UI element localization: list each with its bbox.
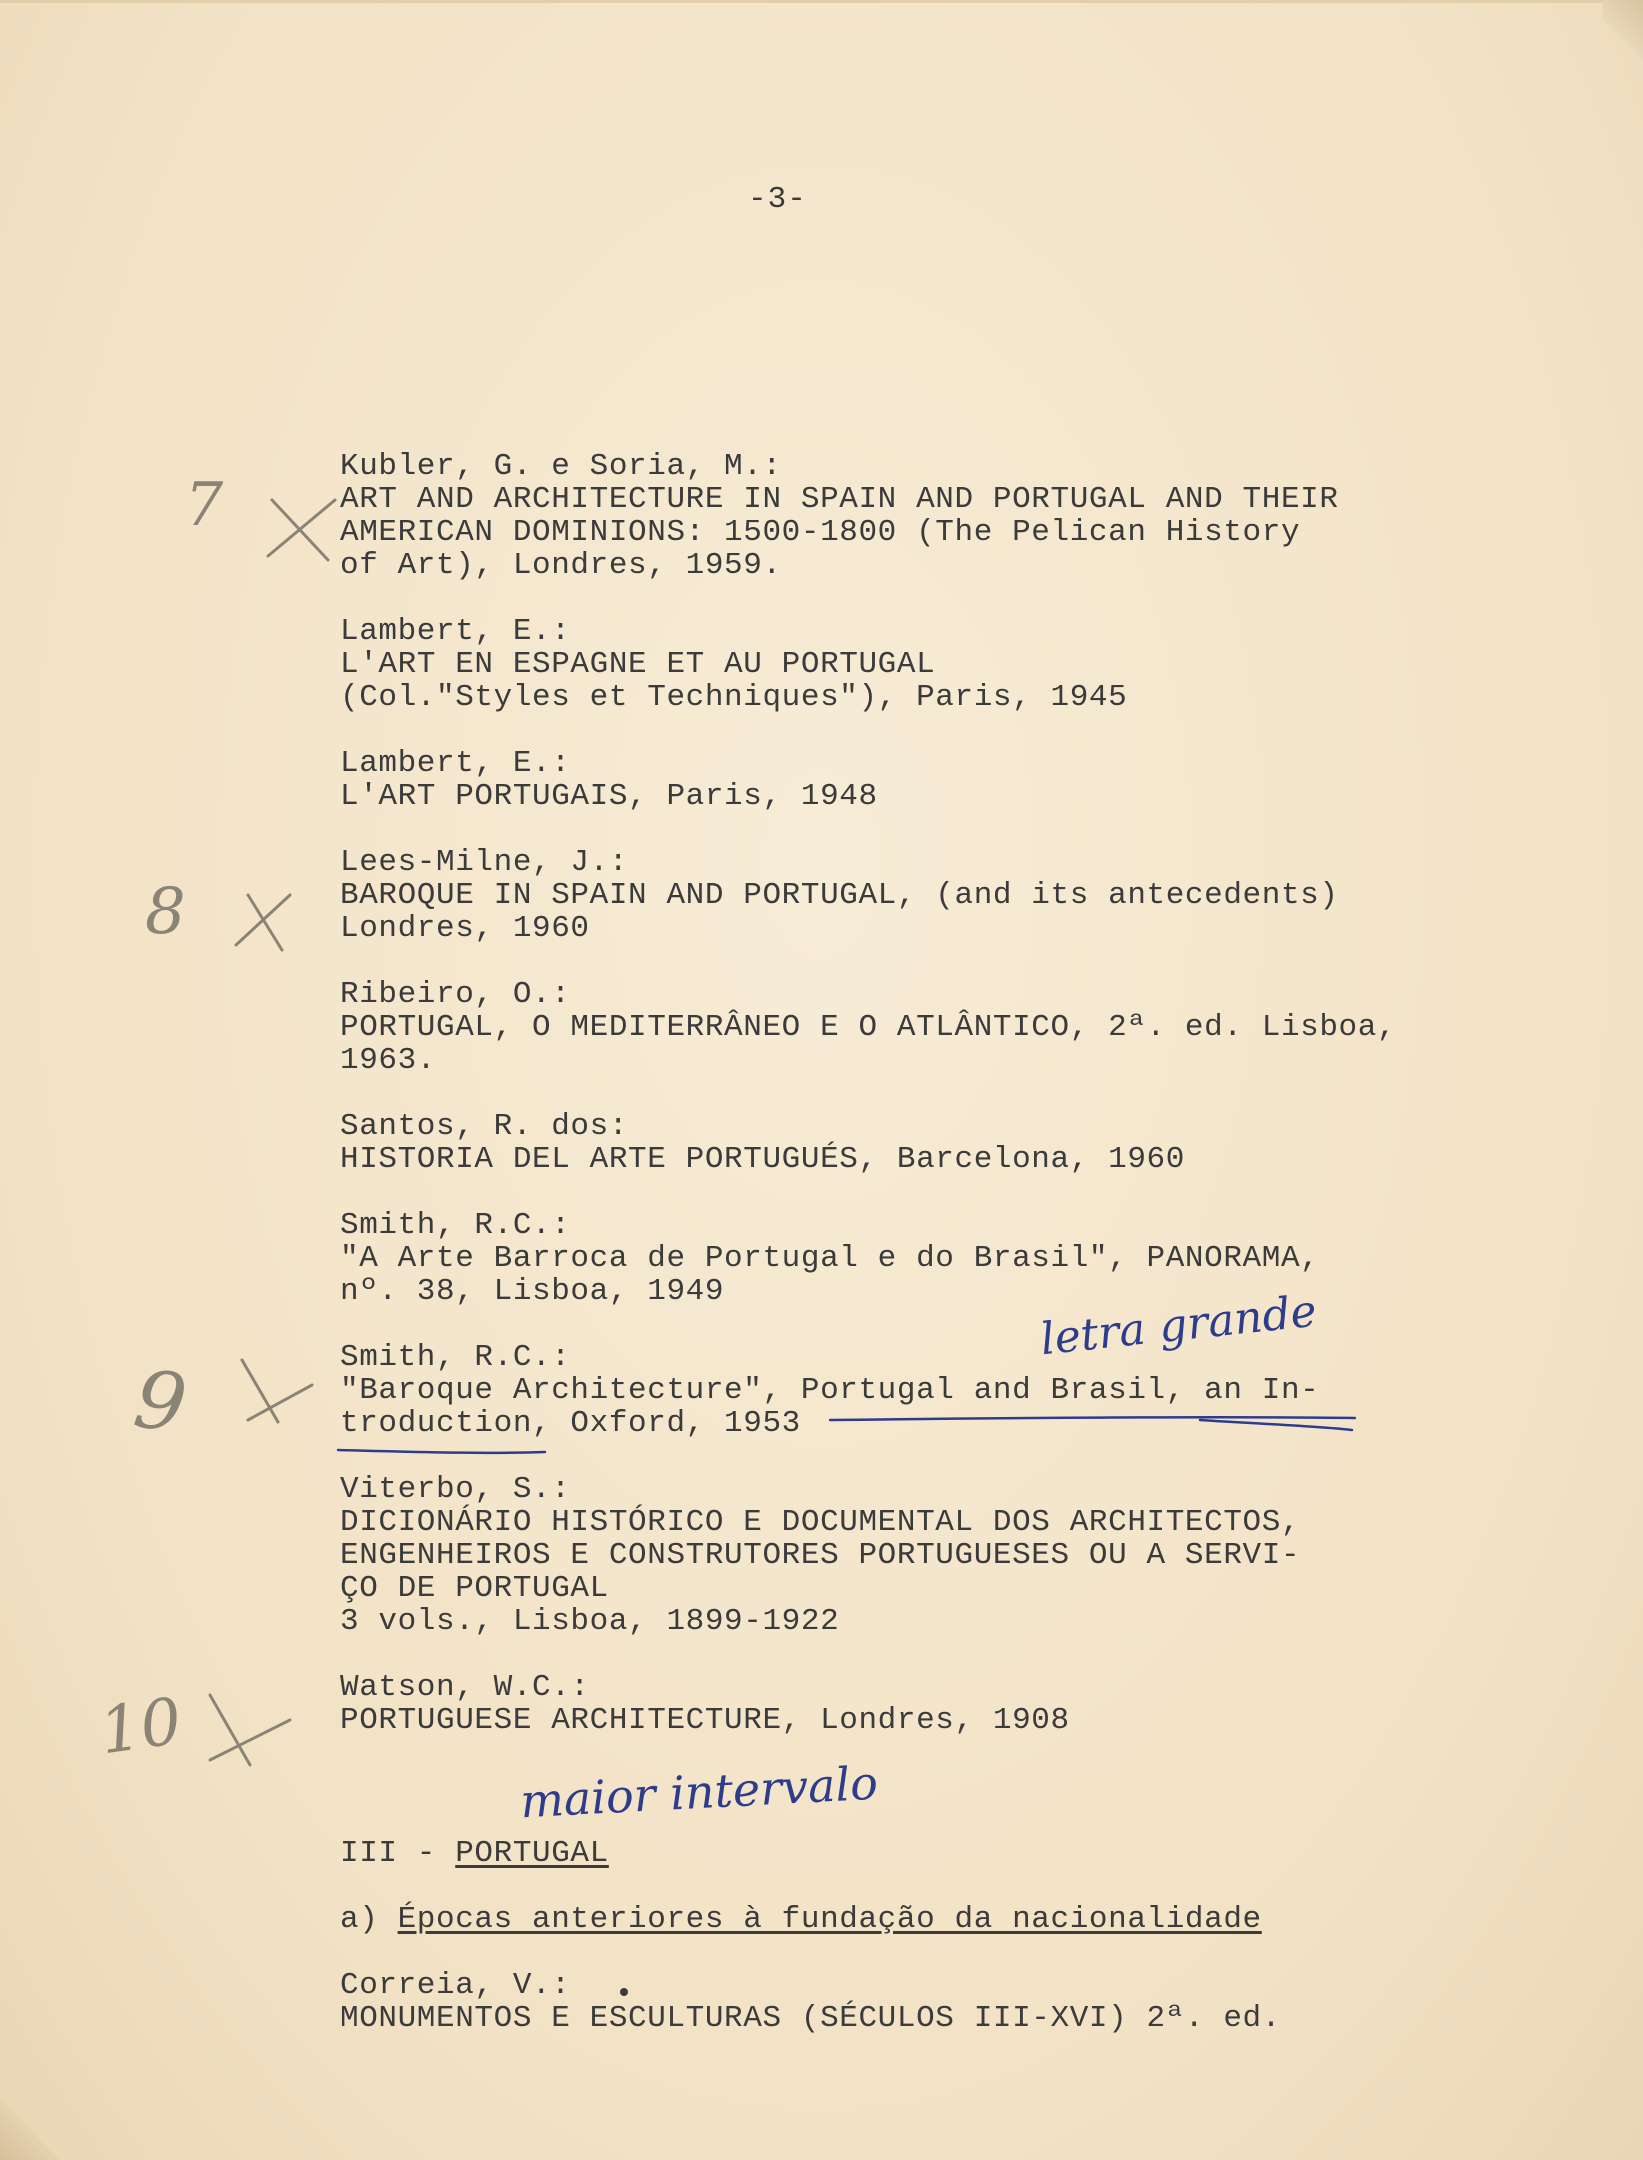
pencil-number-10: 10 <box>95 1684 187 1770</box>
entry-line: "Baroque Architecture", Portugal and Brasil, an In- <box>340 1373 1320 1408</box>
entry-author: Kubler, G. e Soria, M.: <box>340 449 782 484</box>
subsection-label: a) <box>340 1902 398 1937</box>
entry-author: Lambert, E.: <box>340 614 571 649</box>
entry-line: PORTUGAL, O MEDITERRÂNEO E O ATLÂNTICO, 2ª. ed. Lisboa, <box>340 1010 1397 1045</box>
pencil-number-7: 7 <box>185 470 224 540</box>
ink-underline <box>1200 1420 1352 1430</box>
entry-line: Londres, 1960 <box>340 911 590 946</box>
cross-mark-icon <box>236 895 290 950</box>
ink-dot <box>620 1988 628 1996</box>
entry-line: ÇO DE PORTUGAL <box>340 1571 609 1606</box>
entry-author: Santos, R. dos: <box>340 1109 629 1144</box>
entry-line: troduction, Oxford, 1953 <box>340 1406 801 1441</box>
entry-line: 1963. <box>340 1043 437 1078</box>
page-number: -3- <box>748 182 807 217</box>
entry-line: of Art), Londres, 1959. <box>340 548 782 583</box>
annotation-maior-intervalo: maior intervalo <box>518 1755 880 1829</box>
entry-line: BAROQUE IN SPAIN AND PORTUGAL, (and its antecedents) <box>340 878 1339 913</box>
entry-author: Lees-Milne, J.: <box>340 845 629 880</box>
entry-line: nº. 38, Lisboa, 1949 <box>340 1274 725 1309</box>
entry-author: Ribeiro, O.: <box>340 977 571 1012</box>
section-number: III - <box>340 1836 456 1871</box>
annotation-letra-grande: letra grande <box>1038 1285 1319 1366</box>
entry-line: 3 vols., Lisboa, 1899-1922 <box>340 1604 840 1639</box>
entry-line: ART AND ARCHITECTURE IN SPAIN AND PORTUGAL AND THEIR <box>340 482 1339 517</box>
entry-line: MONUMENTOS E ESCULTURAS (SÉCULOS III-XVI) 2ª. ed. <box>340 2001 1281 2036</box>
entry-author: Watson, W.C.: <box>340 1670 590 1705</box>
pencil-number-8: 8 <box>145 875 186 949</box>
ink-underline <box>830 1417 1355 1420</box>
entry-line: HISTORIA DEL ARTE PORTUGUÉS, Barcelona, 1960 <box>340 1142 1185 1177</box>
section-title: PORTUGAL <box>455 1836 609 1871</box>
entry-line: PORTUGUESE ARCHITECTURE, Londres, 1908 <box>340 1703 1070 1738</box>
entry-line: AMERICAN DOMINIONS: 1500-1800 (The Pelican History <box>340 515 1301 550</box>
ink-underline <box>338 1450 545 1453</box>
subsection-title: Épocas anteriores à fundação da nacionalidade <box>397 1902 1262 1937</box>
entry-author: Viterbo, S.: <box>340 1472 571 1507</box>
entry-author: Correia, V.: <box>340 1968 571 2003</box>
entry-author: Smith, R.C.: <box>340 1340 571 1375</box>
cross-mark-icon <box>210 1695 290 1765</box>
entry-line: DICIONÁRIO HISTÓRICO E DOCUMENTAL DOS ARCHITECTOS, <box>340 1505 1301 1540</box>
cross-mark-icon <box>268 500 335 560</box>
pencil-number-9: 9 <box>128 1351 193 1452</box>
entry-line: L'ART EN ESPAGNE ET AU PORTUGAL <box>340 647 936 682</box>
entry-author: Smith, R.C.: <box>340 1208 571 1243</box>
entry-line: ENGENHEIROS E CONSTRUTORES PORTUGUESES OU A SERVI- <box>340 1538 1301 1573</box>
entry-line: (Col."Styles et Techniques"), Paris, 1945 <box>340 680 1128 715</box>
cross-mark-icon <box>242 1360 312 1422</box>
entry-author: Lambert, E.: <box>340 746 571 781</box>
entry-line: L'ART PORTUGAIS, Paris, 1948 <box>340 779 878 814</box>
entry-line: "A Arte Barroca de Portugal e do Brasil", PANORAMA, <box>340 1241 1320 1276</box>
